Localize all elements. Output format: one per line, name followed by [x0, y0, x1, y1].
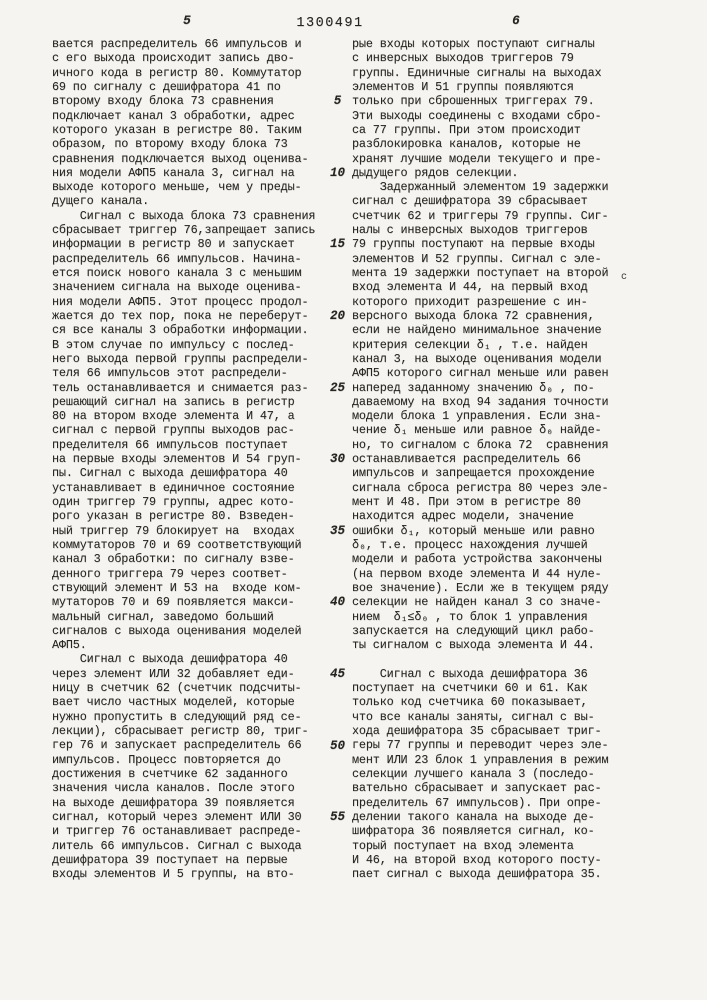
- text-line: которого указан в регистре 80. Таким: [52, 122, 302, 137]
- text-line: 69 по сигналу с дешифратора 41 по: [52, 79, 281, 94]
- text-line: АФП5.: [52, 638, 87, 653]
- text-line: дущего канала.: [52, 194, 150, 209]
- text-line: мент И 48. При этом в регистре 80: [352, 495, 581, 509]
- text-line: Сигнал с выхода дешифратора 36: [352, 666, 588, 681]
- text-line: модели и работа устройства закончены: [352, 552, 602, 567]
- text-line: Сигнал с выхода блока 73 сравнения: [52, 208, 316, 223]
- text-line: даваемому на вход 94 задания точности: [352, 394, 609, 409]
- text-line: Задержанный элементом 19 задержки: [352, 180, 609, 195]
- line-number: 45: [329, 667, 345, 682]
- text-line: гер 76 и запускает распределитель 66: [52, 738, 302, 753]
- text-line: налы с инверсных выходов триггеров: [352, 223, 588, 238]
- text-line: но, то сигналом с блока 72 сравнения: [352, 437, 609, 452]
- line-number: 35: [329, 523, 345, 538]
- right-text-column: [352, 37, 654, 881]
- text-line: наперед заданному значению δ₀ , по-: [352, 380, 595, 395]
- text-line: делении такого канала на выходе де-: [352, 809, 595, 824]
- text-line: коммутаторов 70 и 69 соответствующий: [52, 537, 302, 552]
- text-line: сигналов с выхода оценивания моделей: [52, 623, 302, 638]
- text-line: рого указан в регистре 80. Взведен-: [52, 509, 295, 524]
- text-line: тель останавливается и снимается раз-: [52, 380, 309, 395]
- line-number: 5: [333, 94, 342, 109]
- text-line: торый поступает на вход элемента: [352, 838, 574, 853]
- text-line: шифратора 36 появляется сигнал, ко-: [352, 824, 595, 839]
- text-line: лекции), сбрасывает регистр 80, триг-: [52, 724, 309, 738]
- text-line: пределителя 66 импульсов поступает: [52, 437, 288, 452]
- text-line: мутаторов 70 и 69 появляется макси-: [52, 595, 295, 610]
- text-line: пределитель 67 импульсов). При опре-: [352, 795, 602, 810]
- text-line: дыдущего рядов селекции.: [352, 165, 519, 180]
- text-line: ницу в счетчик 62 (счетчик подсчиты-: [52, 681, 302, 696]
- left-text-column: [52, 37, 340, 881]
- line-number: 20: [329, 309, 345, 324]
- text-line: селекции лучшего канала 3 (последо-: [352, 766, 595, 781]
- text-line: ния модели АФП5. Этот процесс продол-: [52, 294, 309, 309]
- line-number: 10: [329, 165, 345, 180]
- text-line: достижения в счетчике 62 заданного: [52, 766, 288, 781]
- text-line: канал 3, на выходе оценивания модели: [352, 351, 602, 366]
- text-line: импульсов. Процесс повторяется до: [52, 752, 281, 767]
- text-line: пы. Сигнал с выхода дешифратора 40: [52, 466, 288, 481]
- text-line: импульсов и запрещается прохождение: [352, 466, 595, 481]
- text-line: счетчик 62 и триггеры 79 группы. Сиг-: [352, 208, 609, 223]
- line-number: 25: [329, 380, 345, 395]
- text-line: выходе которого меньше, чем у преды-: [52, 180, 302, 195]
- text-line: устанавливает в единичное состояние: [52, 480, 295, 495]
- text-line: вает число частных моделей, которые: [52, 695, 295, 710]
- text-line: с инверсных выходов триггеров 79: [352, 51, 574, 66]
- text-line: на первые входы элементов И 54 груп-: [52, 452, 302, 467]
- text-line: и триггер 76 останавливает распреде-: [52, 824, 302, 839]
- text-line: сигнал с первой группы выходов рас-: [52, 423, 295, 438]
- text-line: информации в регистр 80 и запускает: [52, 237, 295, 252]
- text-line: 79 группы поступают на первые входы: [352, 237, 595, 252]
- text-line: 80 на втором входе элемента И 47, а: [52, 409, 295, 424]
- line-number: 15: [329, 237, 345, 252]
- text-line: запускается на следующий цикл рабо-: [352, 623, 595, 638]
- text-line: вается распределитель 66 импульсов и: [52, 37, 302, 51]
- text-line: сигнал с дешифратора 39 сбрасывает: [352, 194, 588, 209]
- text-line: которого приходит разрешение с ин-: [352, 294, 588, 309]
- text-line: вательно сбрасывает и запускает рас-: [352, 781, 602, 796]
- text-line: И 46, на второй вход которого посту-: [352, 852, 602, 867]
- text-line: с его выхода происходит запись дво-: [52, 51, 295, 66]
- text-line: модели блока 1 управления. Если зна-: [352, 409, 602, 424]
- line-number: 40: [329, 595, 345, 610]
- margin-artifact: с: [621, 272, 628, 283]
- text-line: что все каналы заняты, сигнал с вы-: [352, 709, 595, 724]
- text-line: сбрасывает триггер 76,запрещает запись: [52, 223, 316, 238]
- text-line: нужно пропустить в следующий ряд се-: [52, 709, 302, 724]
- text-line: распределитель 66 импульсов. Начина-: [52, 251, 302, 266]
- text-line: АФП5 которого сигнал меньше или равен: [352, 366, 609, 381]
- text-line: жается до тех пор, пока не переберут-: [52, 308, 309, 323]
- right-page-number: 6: [512, 13, 520, 28]
- text-line: элементов И 51 группы появляются: [352, 79, 574, 94]
- text-line: версного выхода блока 72 сравнения,: [352, 308, 595, 323]
- text-line: через элемент ИЛИ 32 добавляет еди-: [52, 666, 295, 681]
- text-line: один триггер 79 группы, адрес кото-: [52, 495, 295, 509]
- text-line: дешифратора 39 поступает на первые: [52, 852, 288, 867]
- text-line: останавливается распределитель 66: [352, 452, 581, 467]
- line-number-gutter: [324, 37, 351, 887]
- text-line: ичного кода в регистр 80. Коммутатор: [52, 65, 302, 80]
- text-line: хранят лучшие модели текущего и пре-: [352, 151, 602, 166]
- text-line: на выходе дешифратора 39 появляется: [52, 795, 295, 810]
- text-line: мент ИЛИ 23 блок 1 управления в режим: [352, 752, 609, 767]
- text-line: ный триггер 79 блокирует на входах: [52, 523, 295, 538]
- text-line: са 77 группы. При этом происходит: [352, 122, 581, 137]
- text-line: вход элемента И 44, на первый вход: [352, 280, 588, 295]
- text-line: значения числа каналов. После этого: [52, 781, 295, 796]
- text-line: решающий сигнал на запись в регистр: [52, 394, 295, 409]
- text-line: входы элементов И 5 группы, на вто-: [52, 867, 295, 882]
- left-page-number: 5: [183, 13, 191, 28]
- text-line: ошибки δ₁, который меньше или равно: [352, 523, 595, 538]
- text-line: значением сигнала на выходе оценива-: [52, 280, 302, 295]
- text-line: рые входы которых поступают сигналы: [352, 37, 595, 51]
- text-line: литель 66 импульсов. Сигнал с выхода: [52, 838, 302, 853]
- text-line: сигнал, который через элемент ИЛИ 30: [52, 809, 302, 824]
- text-line: разблокировка каналов, которые не: [352, 137, 581, 152]
- text-line: элементов И 52 группы. Сигнал с эле-: [352, 251, 602, 266]
- text-line: селекции не найден канал 3 со значе-: [352, 595, 602, 610]
- line-number: 50: [329, 738, 345, 753]
- text-line: чение δ₁ меньше или равное δ₀ найде-: [352, 423, 602, 438]
- text-line: группы. Единичные сигналы на выходах: [352, 65, 602, 80]
- text-line: мальный сигнал, заведомо больший: [52, 609, 274, 624]
- text-line: критерия селекции δ₁ , т.е. найден: [352, 337, 588, 352]
- text-line: мента 19 задержки поступает на второй: [352, 266, 609, 280]
- text-line: нием δ₁≤δ₀ , то блок 1 управления: [352, 609, 588, 624]
- text-line: поступает на счетчики 60 и 61. Как: [352, 681, 588, 696]
- text-line: денного триггера 79 через соответ-: [52, 566, 288, 581]
- line-number: 55: [329, 810, 345, 825]
- text-line: ется поиск нового канала 3 с меньшим: [52, 266, 302, 280]
- text-line: пает сигнал с выхода дешифратора 35.: [352, 867, 602, 882]
- text-line: образом, по второму входу блока 73: [52, 137, 288, 152]
- text-line: ствующий элемент И 53 на входе ком-: [52, 580, 302, 595]
- text-line: ся все каналы 3 обработки информации.: [52, 323, 309, 338]
- text-line: теля 66 импульсов этот распредели-: [52, 366, 288, 381]
- text-line: (на первом входе элемента И 44 нуле-: [352, 566, 602, 581]
- text-line: если не найдено минимальное значение: [352, 323, 602, 338]
- text-line: Сигнал с выхода дешифратора 40: [52, 652, 288, 667]
- text-line: В этом случае по импульсу с послед-: [52, 337, 295, 352]
- text-line: δ₀, т.е. процесс нахождения лучшей: [352, 537, 588, 552]
- text-line: сравнения подключается выход оценива-: [52, 151, 309, 166]
- text-line: ты сигналом с выхода элемента И 44.: [352, 638, 595, 653]
- text-line: второму входу блока 73 сравнения: [52, 94, 274, 109]
- text-line: вое значение). Если же в текущем ряду: [352, 580, 609, 595]
- text-line: только при сброшенных триггерах 79.: [352, 94, 595, 109]
- text-line: хода дешифратора 35 сбрасывает триг-: [352, 724, 602, 738]
- text-line: Эти выходы соединены с входами сбро-: [352, 108, 602, 123]
- text-line: ния модели АФП5 канала 3, сигнал на: [52, 165, 295, 180]
- text-line: геры 77 группы и переводит через эле-: [352, 738, 609, 753]
- text-line: него выхода первой группы распредели-: [52, 351, 309, 366]
- text-line: подключает канал 3 обработки, адрес: [52, 108, 295, 123]
- text-line: [352, 652, 654, 666]
- text-line: находится адрес модели, значение: [352, 509, 574, 524]
- patent-number: 1300491: [296, 16, 364, 31]
- text-line: сигнала сброса регистра 80 через эле-: [352, 480, 609, 495]
- text-line: канал 3 обработки: по сигналу взве-: [52, 552, 295, 567]
- line-number: 30: [329, 452, 345, 467]
- text-line: только код счетчика 60 показывает,: [352, 695, 588, 710]
